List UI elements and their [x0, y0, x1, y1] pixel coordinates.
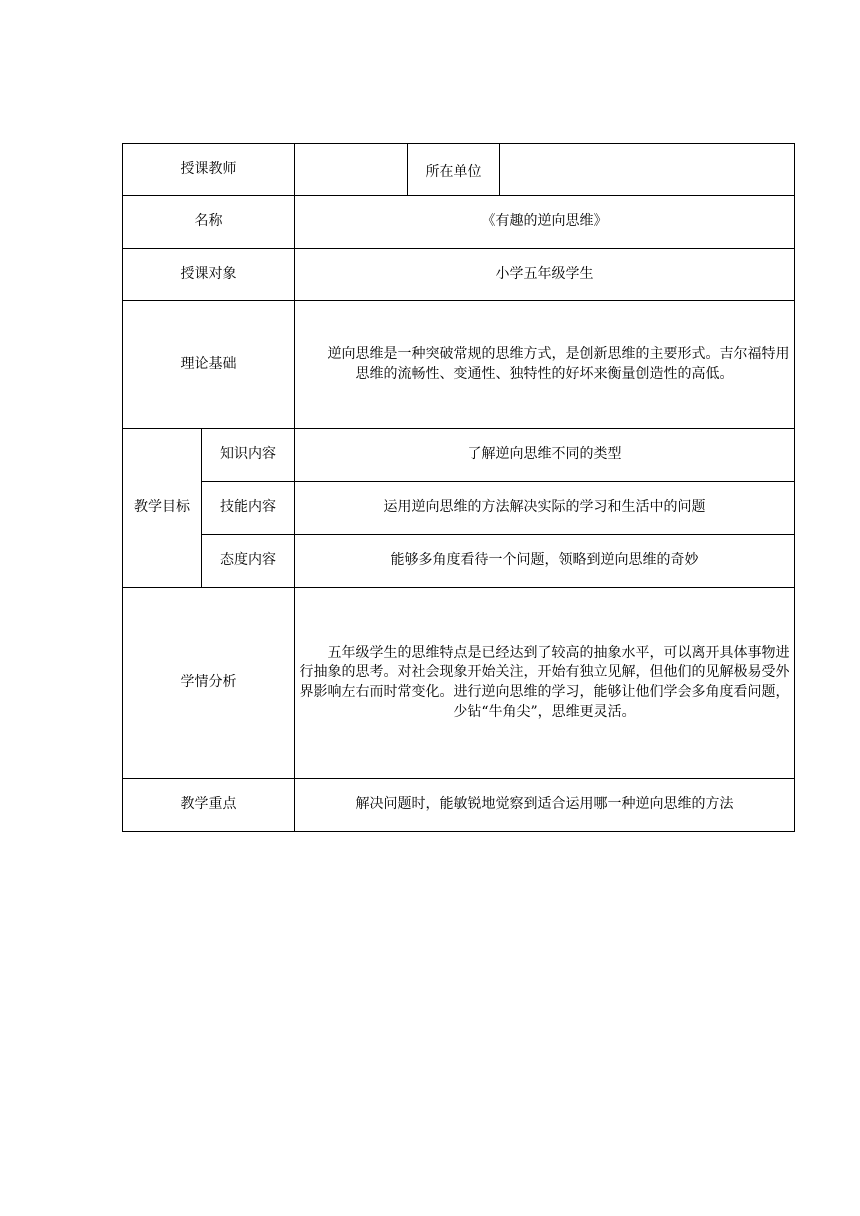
goals-label: 教学目标: [123, 429, 202, 588]
key-label: 教学重点: [123, 779, 295, 832]
audience-label: 授课对象: [123, 249, 295, 301]
goal-label-attitude: 态度内容: [202, 535, 295, 588]
goal-label-knowledge: 知识内容: [202, 429, 295, 482]
row-name: [123, 196, 795, 249]
goal-label-skill: 技能内容: [202, 482, 295, 535]
goal-value-attitude: 能够多角度看待一个问题，领略到逆向思维的奇妙: [295, 535, 795, 588]
theory-text: 逆向思维是一种突破常规的思维方式，是创新思维的主要形式。吉尔福特用思维的流畅性、变通性、独特性的好坏来衡量创造性的高低。: [295, 301, 795, 429]
row-goal-skill: [123, 482, 795, 535]
key-value: 解决问题时，能敏锐地觉察到适合运用哪一种逆向思维的方法: [295, 779, 795, 832]
teacher-label: 授课教师: [123, 144, 295, 196]
theory-label: 理论基础: [123, 301, 295, 429]
row-goal-knowledge: [123, 429, 795, 482]
row-goal-attitude: [123, 535, 795, 588]
unit-value: [500, 144, 795, 196]
teacher-value: [295, 144, 408, 196]
name-value: 《有趣的逆向思维》: [295, 196, 795, 249]
row-theory: [123, 301, 795, 429]
row-teacher: [123, 144, 795, 196]
row-key-point: [123, 779, 795, 832]
analysis-text: 五年级学生的思维特点是已经达到了较高的抽象水平，可以离开具体事物进行抽象的思考。对社会现象开始关注，开始有独立见解，但他们的见解极易受外界影响左右而时常变化。进行逆向思维的学习，能够让他们学会多角度看问题，少钻“牛角尖”，思维更灵活。: [295, 588, 795, 779]
row-audience: [123, 249, 795, 301]
row-analysis: [123, 588, 795, 779]
name-label: 名称: [123, 196, 295, 249]
analysis-label: 学情分析: [123, 588, 295, 779]
goal-value-knowledge: 了解逆向思维不同的类型: [295, 429, 795, 482]
goal-value-skill: 运用逆向思维的方法解决实际的学习和生活中的问题: [295, 482, 795, 535]
unit-label: 所在单位: [408, 144, 500, 196]
audience-value: 小学五年级学生: [295, 249, 795, 301]
lesson-plan-table: [122, 143, 795, 832]
